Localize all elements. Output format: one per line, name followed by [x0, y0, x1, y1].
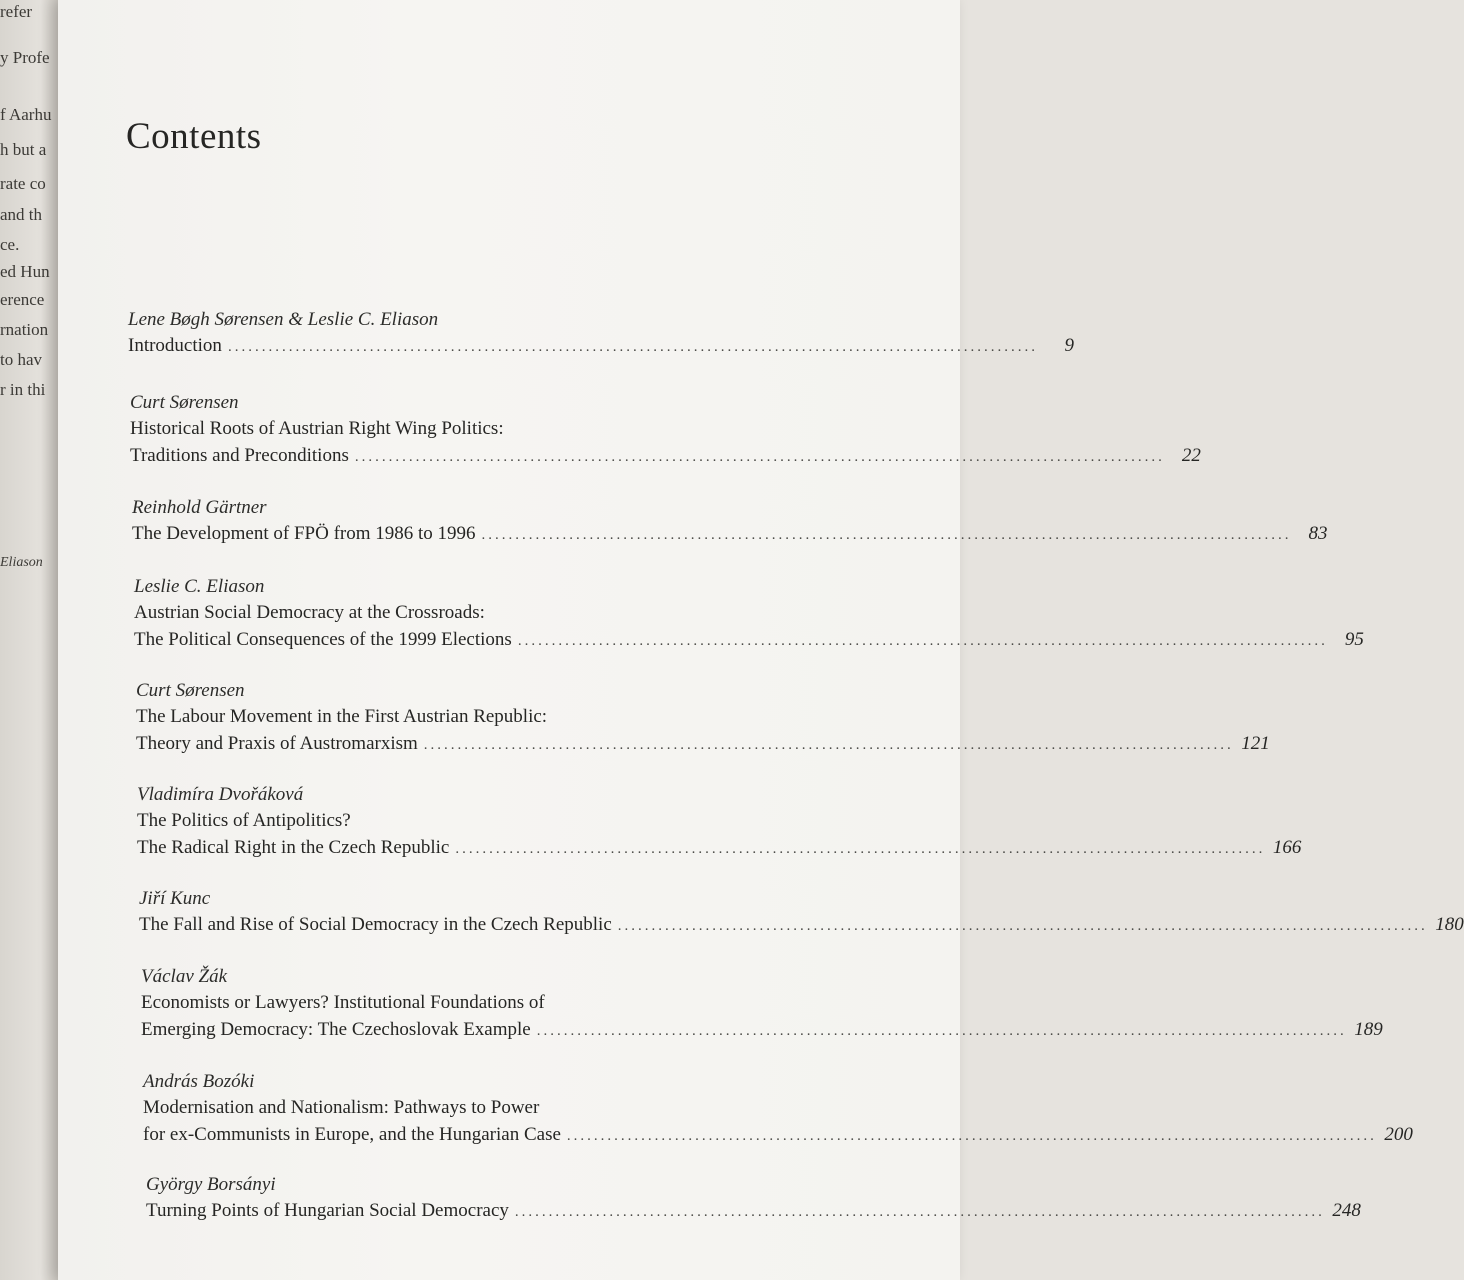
leader-dots: ........................................................................................................................: [423, 737, 1234, 753]
toc-title-line: [134, 626, 1364, 655]
toc-title: Emerging Democracy: The Czechoslovak Example: [141, 1019, 531, 1040]
page-number: 189: [1354, 1019, 1383, 1040]
toc-title-line: [130, 442, 1201, 471]
page-title: Contents: [126, 115, 262, 157]
toc-author: Curt Sørensen: [130, 392, 239, 413]
facing-page-text: ed Hun: [0, 262, 50, 281]
toc-title: Turning Points of Hungarian Social Democracy: [146, 1200, 509, 1221]
toc-title: Historical Roots of Austrian Right Wing Politics:: [130, 418, 504, 439]
toc-title: The Labour Movement in the First Austrian Republic:: [136, 706, 548, 727]
facing-page-text: ce.: [0, 235, 20, 254]
toc-author: Reinhold Gärtner: [132, 497, 267, 518]
toc-title-line: [146, 1197, 1361, 1226]
toc-title-line: [143, 1121, 1413, 1150]
toc-title-line: [132, 520, 1328, 549]
toc-author: Curt Sørensen: [136, 680, 245, 701]
toc-title-line: [136, 703, 824, 730]
toc-title: Austrian Social Democracy at the Crossroads:: [134, 602, 485, 623]
toc-title-line: [130, 415, 820, 442]
toc-title: for ex-Communists in Europe, and the Hungarian Case: [143, 1124, 561, 1145]
toc-title: The Radical Right in the Czech Republic: [137, 837, 450, 858]
facing-page-text: f Aarhu: [0, 105, 52, 124]
toc-title: The Fall and Rise of Social Democracy in the Czech Republic: [139, 914, 612, 935]
toc-title: Traditions and Preconditions: [130, 445, 349, 466]
toc-entry: [136, 678, 1270, 759]
page-number: 166: [1272, 837, 1302, 858]
toc-author: György Borsányi: [146, 1174, 276, 1195]
toc-title-line: [137, 807, 824, 834]
facing-page-text: erence: [0, 290, 45, 309]
facing-page-text: r in thi: [0, 380, 46, 399]
toc-title-line: [143, 1094, 827, 1121]
toc-entry: [146, 1172, 1361, 1226]
page-number: 9: [1064, 335, 1074, 356]
toc-title: Modernisation and Nationalism: Pathways to Power: [143, 1097, 540, 1118]
leader-dots: ........................................................................................................................: [514, 1204, 1325, 1220]
page-number: 95: [1344, 629, 1364, 650]
facing-page-text: y Profe: [0, 48, 50, 67]
leader-dots: ........................................................................................................................: [481, 527, 1292, 543]
facing-page-text: Eliason: [0, 555, 43, 570]
toc-entry: [139, 886, 1464, 940]
facing-page-text: h but a: [0, 140, 47, 159]
toc-title-line: [141, 989, 826, 1016]
toc-title: Theory and Praxis of Austromarxism: [136, 733, 418, 754]
toc-title-line: [139, 911, 1464, 940]
leader-dots: ........................................................................................................................: [536, 1023, 1347, 1039]
toc-title-line: [134, 599, 822, 626]
page-number: 121: [1241, 733, 1270, 754]
page-number: 22: [1181, 445, 1201, 466]
toc-entry: [141, 964, 1383, 1045]
toc-title-line: [136, 730, 1270, 759]
toc-author: András Bozóki: [143, 1071, 255, 1092]
toc-title: The Development of FPÖ from 1986 to 1996: [132, 523, 476, 544]
toc-author: Vladimíra Dvořáková: [137, 784, 304, 805]
toc-entry: [143, 1069, 1413, 1150]
toc-title-line: [141, 1016, 1383, 1045]
toc-entry: [137, 782, 1302, 863]
page-number: 180: [1435, 914, 1464, 935]
facing-page-text: rnation: [0, 320, 49, 339]
toc-author: Jiří Kunc: [139, 888, 211, 909]
leader-dots: ........................................................................................................................: [517, 633, 1328, 649]
facing-page-text: to hav: [0, 350, 43, 369]
leader-dots: ........................................................................................................................: [617, 918, 1428, 934]
toc-entry: [128, 307, 1074, 361]
leader-dots: ........................................................................................................................: [455, 841, 1266, 857]
facing-page-text: refer: [0, 2, 33, 21]
toc-title-line: [137, 834, 1302, 863]
toc-title: The Political Consequences of the 1999 Elections: [134, 629, 512, 650]
toc-author: Lene Bøgh Sørensen & Leslie C. Eliason: [128, 309, 439, 330]
leader-dots: ........................................................................................................................: [354, 449, 1165, 465]
toc-author: Leslie C. Eliason: [134, 576, 265, 597]
facing-page-text: and th: [0, 205, 43, 224]
toc-author: Václav Žák: [141, 966, 228, 987]
facing-page-edge: [0, 0, 58, 1280]
toc-entry: [132, 495, 1328, 549]
toc-title-line: [128, 332, 1074, 361]
toc-title: The Politics of Antipolitics?: [137, 810, 351, 831]
toc-title: Economists or Lawyers? Institutional Foundations of: [141, 992, 545, 1013]
facing-page-text: rate co: [0, 174, 46, 193]
leader-dots: ........................................................................................................................: [566, 1128, 1377, 1144]
toc-entry: [134, 574, 1364, 655]
leader-dots: ........................................................................................................................: [227, 339, 1038, 355]
page-number: 83: [1308, 523, 1328, 544]
page-number: 248: [1332, 1200, 1361, 1221]
toc-entry: [130, 390, 1201, 471]
page-number: 200: [1384, 1124, 1413, 1145]
toc-title: Introduction: [128, 335, 222, 356]
